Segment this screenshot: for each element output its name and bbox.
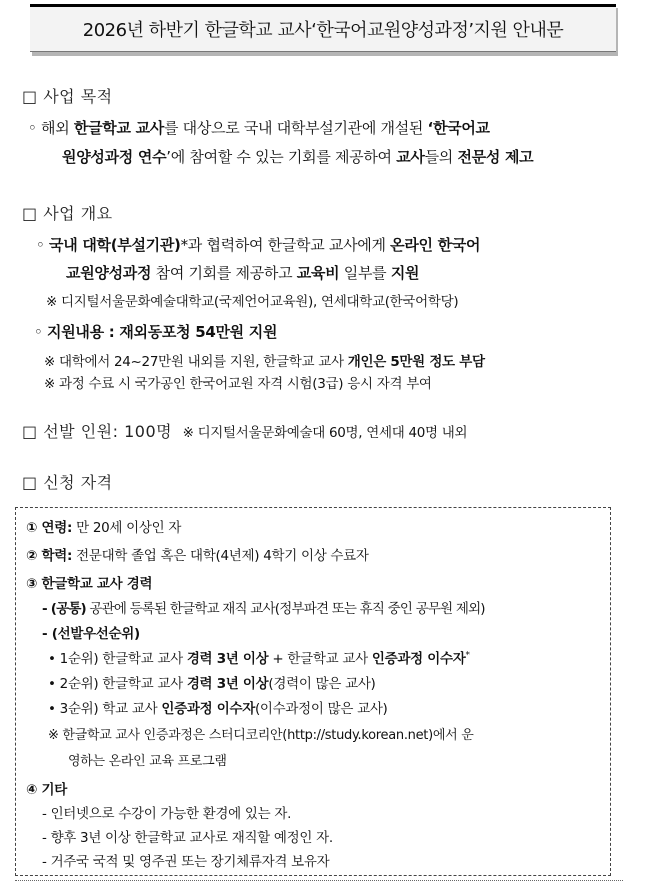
overview-note-universities: ※ 디지털서울문화예술대학교(국제언어교육원), 연세대학교(한국어학당) xyxy=(46,294,459,310)
section-heading-eligibility: □ 신청 자격 xyxy=(22,473,113,492)
eligibility-education: ② 학력: 전문대학 졸업 혹은 대학(4년제) 4학기 이상 수료자 xyxy=(26,548,369,564)
priority-rank-3: • 3순위) 학교 교사 인증과정 이수자(이수과정이 많은 교사) xyxy=(48,701,388,717)
eligibility-other-2: - 향후 3년 이상 한글학교 교사로 재직할 예정인 자. xyxy=(42,830,333,846)
purpose-line-1: ◦ 해외 한글학교 교사를 대상으로 국내 대학부설기관에 개설된 ‘한국어교 xyxy=(28,119,490,137)
priority-rank-1: • 1순위) 한글학교 교사 경력 3년 이상 + 한글학교 교사 인증과정 이수자* xyxy=(48,650,470,667)
support-note-certificate: ※ 과정 수료 시 국가공인 한국어교원 자격 시험(3급) 응시 자격 부여 xyxy=(44,376,432,392)
overview-line-2: 교원양성과정 참여 기회를 제공하고 교육비 일부를 지원 xyxy=(66,264,420,282)
eligibility-other-3: - 거주국 국적 및 영주권 또는 장기체류자격 보유자 xyxy=(42,854,330,870)
eligibility-priority-heading: - (선발우선순위) xyxy=(42,626,140,642)
priority-note-line-1: ※ 한글학교 교사 인증과정은 스터디코리안(http://study.korean.net)에서 운 xyxy=(48,728,474,743)
purpose-line-2: 원양성과정 연수’에 참여할 수 있는 기회를 제공하여 교사들의 전문성 제고 xyxy=(62,148,534,166)
title-text: 2026년 하반기 한글학교 교사‘한국어교원양성과정’지원 안내문 xyxy=(82,20,564,41)
eligibility-age: ① 연령: 만 20세 이상인 자 xyxy=(26,520,182,536)
priority-rank-2: • 2순위) 한글학교 교사 경력 3년 이상(경력이 많은 교사) xyxy=(48,676,376,692)
section-heading-overview: □ 사업 개요 xyxy=(22,204,113,223)
eligibility-other-heading: ④ 기타 xyxy=(26,782,68,798)
eligibility-career-common: - (공통) 공관에 등록된 한글학교 재직 교사(정부파견 또는 휴직 중인 공무원 제외) xyxy=(42,601,485,617)
eligibility-other-1: - 인터넷으로 수강이 가능한 환경에 있는 자. xyxy=(42,806,292,822)
support-content: ◦ 지원내용 : 재외동포청 54만원 지원 xyxy=(34,323,278,341)
overview-line-1: ◦ 국내 대학(부설기관)*과 협력하여 한글학교 교사에게 온라인 한국어 xyxy=(36,236,481,254)
bottom-divider xyxy=(15,880,623,881)
eligibility-career-heading: ③ 한글학교 교사 경력 xyxy=(26,576,153,592)
section-heading-selection: □ 선발 인원: 100명 xyxy=(22,422,173,441)
section-selection xyxy=(22,419,467,442)
support-note-cost: ※ 대학에서 24~27만원 내외를 지원, 한글학교 교사 개인은 5만원 정도 부담 xyxy=(44,354,485,370)
selection-note: ※ 디지털서울문화예술대 60명, 연세대 40명 내외 xyxy=(182,425,468,441)
document-title xyxy=(30,4,616,52)
priority-note-line-2: 영하는 온라인 교육 프로그램 xyxy=(68,754,227,769)
section-heading-purpose: □ 사업 목적 xyxy=(22,87,113,106)
